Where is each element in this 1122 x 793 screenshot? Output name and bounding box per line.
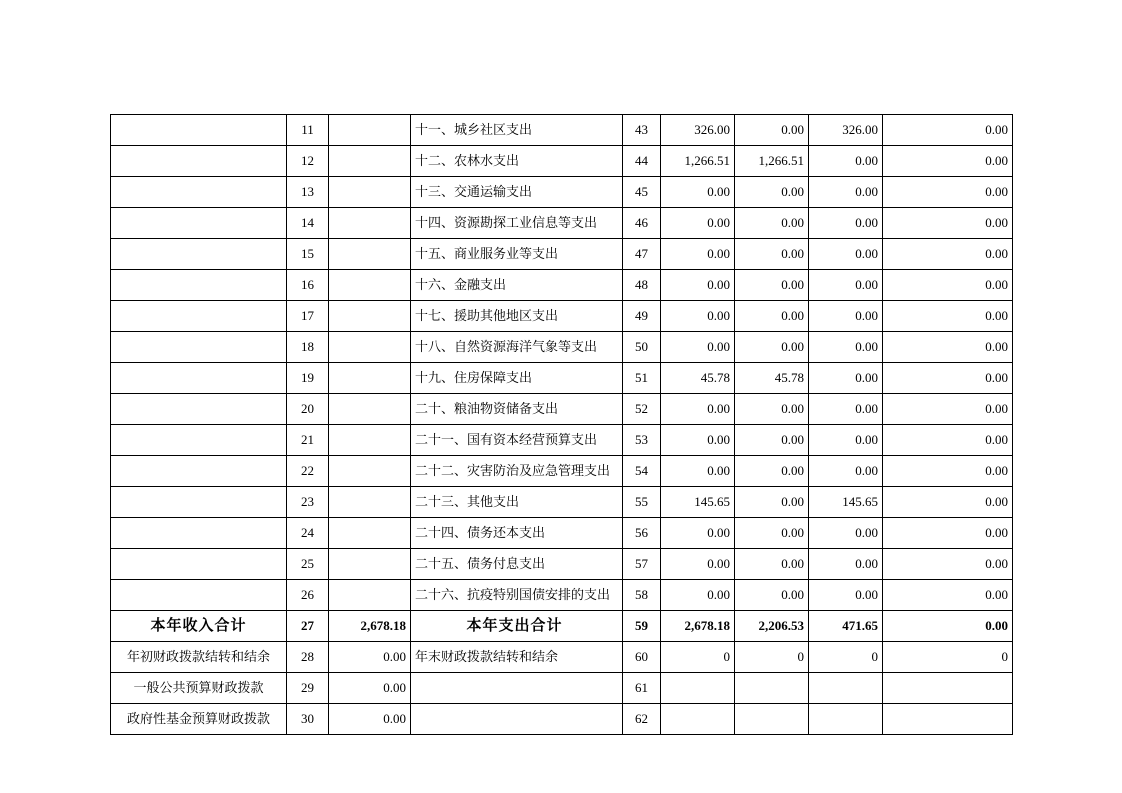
row-left-number: 11	[287, 115, 329, 146]
table-row	[111, 363, 1013, 394]
row-value-total: 0.00	[661, 580, 735, 611]
row-value-other	[883, 673, 1013, 704]
row-left-label	[111, 332, 287, 363]
row-left-number: 19	[287, 363, 329, 394]
row-value-total	[661, 704, 735, 735]
row-value-basic	[735, 704, 809, 735]
row-right-label: 二十五、债务付息支出	[411, 549, 623, 580]
row-left-number: 13	[287, 177, 329, 208]
row-value-basic	[735, 673, 809, 704]
table-row	[111, 146, 1013, 177]
row-right-label: 二十三、其他支出	[411, 487, 623, 518]
budget-table	[110, 114, 1013, 735]
row-left-number: 21	[287, 425, 329, 456]
row-right-label: 二十、粮油物资储备支出	[411, 394, 623, 425]
row-value-project: 0	[809, 642, 883, 673]
row-value-project: 0.00	[809, 177, 883, 208]
table-row	[111, 115, 1013, 146]
row-left-value	[329, 580, 411, 611]
row-value-project: 0.00	[809, 270, 883, 301]
row-value-other: 0.00	[883, 425, 1013, 456]
row-right-number: 55	[623, 487, 661, 518]
table-row-total	[111, 611, 1013, 642]
row-left-value: 0.00	[329, 704, 411, 735]
row-right-label: 二十六、抗疫特别国债安排的支出	[411, 580, 623, 611]
row-value-basic: 45.78	[735, 363, 809, 394]
row-value-total: 45.78	[661, 363, 735, 394]
row-right-number: 57	[623, 549, 661, 580]
row-value-other: 0.00	[883, 208, 1013, 239]
row-value-basic: 0.00	[735, 425, 809, 456]
row-value-basic: 0.00	[735, 332, 809, 363]
row-value-other: 0	[883, 642, 1013, 673]
row-left-number: 30	[287, 704, 329, 735]
row-left-value	[329, 549, 411, 580]
row-right-label	[411, 673, 623, 704]
row-value-total: 0	[661, 642, 735, 673]
row-value-project: 145.65	[809, 487, 883, 518]
row-left-label	[111, 580, 287, 611]
table-row	[111, 642, 1013, 673]
row-left-value	[329, 146, 411, 177]
row-left-number: 23	[287, 487, 329, 518]
row-value-basic: 0	[735, 642, 809, 673]
row-right-number: 60	[623, 642, 661, 673]
table-row	[111, 518, 1013, 549]
row-left-label	[111, 456, 287, 487]
row-right-number: 46	[623, 208, 661, 239]
row-right-label: 十八、自然资源海洋气象等支出	[411, 332, 623, 363]
row-left-label	[111, 146, 287, 177]
row-left-value: 0.00	[329, 642, 411, 673]
row-left-number: 18	[287, 332, 329, 363]
row-value-basic: 0.00	[735, 239, 809, 270]
row-right-number: 44	[623, 146, 661, 177]
row-right-label	[411, 704, 623, 735]
row-left-label	[111, 115, 287, 146]
row-right-number: 48	[623, 270, 661, 301]
row-right-number: 51	[623, 363, 661, 394]
table-row	[111, 332, 1013, 363]
row-value-total: 326.00	[661, 115, 735, 146]
row-right-number: 62	[623, 704, 661, 735]
row-value-basic: 0.00	[735, 177, 809, 208]
row-value-other: 0.00	[883, 146, 1013, 177]
row-right-number: 56	[623, 518, 661, 549]
row-left-value	[329, 487, 411, 518]
row-left-number: 14	[287, 208, 329, 239]
row-right-label: 二十二、灾害防治及应急管理支出	[411, 456, 623, 487]
row-right-label: 年末财政拨款结转和结余	[411, 642, 623, 673]
row-right-number: 52	[623, 394, 661, 425]
row-left-number: 16	[287, 270, 329, 301]
row-value-other: 0.00	[883, 518, 1013, 549]
row-right-label: 十三、交通运输支出	[411, 177, 623, 208]
table-row	[111, 239, 1013, 270]
table-row	[111, 487, 1013, 518]
row-value-other: 0.00	[883, 301, 1013, 332]
row-left-label	[111, 270, 287, 301]
row-value-other: 0.00	[883, 363, 1013, 394]
row-value-project: 0.00	[809, 549, 883, 580]
row-value-project	[809, 704, 883, 735]
row-left-label	[111, 208, 287, 239]
row-left-label	[111, 301, 287, 332]
row-right-label: 十六、金融支出	[411, 270, 623, 301]
row-right-label: 十二、农林水支出	[411, 146, 623, 177]
row-value-basic: 0.00	[735, 394, 809, 425]
row-value-basic: 0.00	[735, 456, 809, 487]
row-value-total: 0.00	[661, 456, 735, 487]
row-right-number: 54	[623, 456, 661, 487]
table-row	[111, 549, 1013, 580]
row-value-total: 1,266.51	[661, 146, 735, 177]
row-left-value	[329, 115, 411, 146]
row-value-project: 0.00	[809, 425, 883, 456]
row-left-label: 本年收入合计	[111, 611, 287, 642]
row-value-other: 0.00	[883, 549, 1013, 580]
table-row	[111, 177, 1013, 208]
row-left-label: 年初财政拨款结转和结余	[111, 642, 287, 673]
row-right-number: 50	[623, 332, 661, 363]
row-left-value: 2,678.18	[329, 611, 411, 642]
row-value-basic: 0.00	[735, 518, 809, 549]
row-value-other	[883, 704, 1013, 735]
row-right-label: 十四、资源勘探工业信息等支出	[411, 208, 623, 239]
row-value-other: 0.00	[883, 487, 1013, 518]
row-value-project: 471.65	[809, 611, 883, 642]
row-left-value	[329, 394, 411, 425]
row-value-other: 0.00	[883, 239, 1013, 270]
row-value-other: 0.00	[883, 394, 1013, 425]
row-right-number: 53	[623, 425, 661, 456]
row-left-label	[111, 518, 287, 549]
row-value-project: 0.00	[809, 518, 883, 549]
row-value-project: 326.00	[809, 115, 883, 146]
row-left-value	[329, 363, 411, 394]
row-value-basic: 0.00	[735, 487, 809, 518]
row-value-other: 0.00	[883, 115, 1013, 146]
row-left-number: 12	[287, 146, 329, 177]
row-left-number: 27	[287, 611, 329, 642]
row-value-basic: 0.00	[735, 115, 809, 146]
row-right-label: 十七、援助其他地区支出	[411, 301, 623, 332]
row-value-total: 0.00	[661, 518, 735, 549]
row-left-number: 15	[287, 239, 329, 270]
row-right-number: 49	[623, 301, 661, 332]
row-value-project: 0.00	[809, 394, 883, 425]
row-left-number: 17	[287, 301, 329, 332]
row-value-project: 0.00	[809, 301, 883, 332]
row-left-label	[111, 177, 287, 208]
row-right-number: 58	[623, 580, 661, 611]
row-value-total	[661, 673, 735, 704]
table-row	[111, 673, 1013, 704]
table-row	[111, 301, 1013, 332]
row-value-basic: 0.00	[735, 580, 809, 611]
table-row	[111, 425, 1013, 456]
row-value-other: 0.00	[883, 611, 1013, 642]
table-row	[111, 394, 1013, 425]
row-value-project: 0.00	[809, 332, 883, 363]
row-value-total: 0.00	[661, 394, 735, 425]
row-right-label: 二十四、债务还本支出	[411, 518, 623, 549]
row-left-label	[111, 487, 287, 518]
row-left-value	[329, 518, 411, 549]
row-value-project: 0.00	[809, 580, 883, 611]
row-value-total: 0.00	[661, 208, 735, 239]
row-left-label	[111, 363, 287, 394]
row-left-number: 29	[287, 673, 329, 704]
row-left-value	[329, 456, 411, 487]
row-value-project: 0.00	[809, 456, 883, 487]
row-value-basic: 0.00	[735, 549, 809, 580]
row-left-label: 政府性基金预算财政拨款	[111, 704, 287, 735]
row-left-number: 25	[287, 549, 329, 580]
row-left-value	[329, 239, 411, 270]
row-left-label	[111, 239, 287, 270]
table-row	[111, 270, 1013, 301]
row-left-label	[111, 394, 287, 425]
row-right-number: 45	[623, 177, 661, 208]
row-value-other: 0.00	[883, 270, 1013, 301]
row-left-value	[329, 425, 411, 456]
row-left-value	[329, 301, 411, 332]
row-left-value	[329, 208, 411, 239]
table-row	[111, 456, 1013, 487]
row-value-basic: 0.00	[735, 208, 809, 239]
row-left-value: 0.00	[329, 673, 411, 704]
row-value-project: 0.00	[809, 239, 883, 270]
row-value-other: 0.00	[883, 456, 1013, 487]
row-left-value	[329, 177, 411, 208]
row-right-label: 二十一、国有资本经营预算支出	[411, 425, 623, 456]
row-left-value	[329, 270, 411, 301]
row-right-label: 十五、商业服务业等支出	[411, 239, 623, 270]
row-value-project: 0.00	[809, 208, 883, 239]
row-left-number: 20	[287, 394, 329, 425]
row-value-basic: 2,206.53	[735, 611, 809, 642]
row-value-project: 0.00	[809, 146, 883, 177]
row-value-total: 145.65	[661, 487, 735, 518]
row-right-number: 43	[623, 115, 661, 146]
row-value-other: 0.00	[883, 332, 1013, 363]
row-value-total: 0.00	[661, 425, 735, 456]
budget-table-body	[111, 115, 1013, 735]
row-value-total: 0.00	[661, 239, 735, 270]
row-left-number: 26	[287, 580, 329, 611]
row-value-basic: 0.00	[735, 301, 809, 332]
row-value-total: 0.00	[661, 549, 735, 580]
row-value-total: 0.00	[661, 301, 735, 332]
row-value-other: 0.00	[883, 580, 1013, 611]
row-left-number: 22	[287, 456, 329, 487]
row-right-number: 61	[623, 673, 661, 704]
row-value-total: 0.00	[661, 270, 735, 301]
row-right-number: 59	[623, 611, 661, 642]
row-value-project	[809, 673, 883, 704]
row-value-total: 2,678.18	[661, 611, 735, 642]
row-right-label: 本年支出合计	[411, 611, 623, 642]
row-value-other: 0.00	[883, 177, 1013, 208]
row-value-total: 0.00	[661, 177, 735, 208]
table-row	[111, 580, 1013, 611]
row-left-label	[111, 425, 287, 456]
table-row	[111, 208, 1013, 239]
row-left-label	[111, 549, 287, 580]
row-left-value	[329, 332, 411, 363]
row-value-basic: 1,266.51	[735, 146, 809, 177]
row-right-label: 十九、住房保障支出	[411, 363, 623, 394]
row-left-label: 一般公共预算财政拨款	[111, 673, 287, 704]
row-value-project: 0.00	[809, 363, 883, 394]
row-left-number: 24	[287, 518, 329, 549]
row-left-number: 28	[287, 642, 329, 673]
row-value-total: 0.00	[661, 332, 735, 363]
row-right-label: 十一、城乡社区支出	[411, 115, 623, 146]
row-right-number: 47	[623, 239, 661, 270]
row-value-basic: 0.00	[735, 270, 809, 301]
table-row	[111, 704, 1013, 735]
